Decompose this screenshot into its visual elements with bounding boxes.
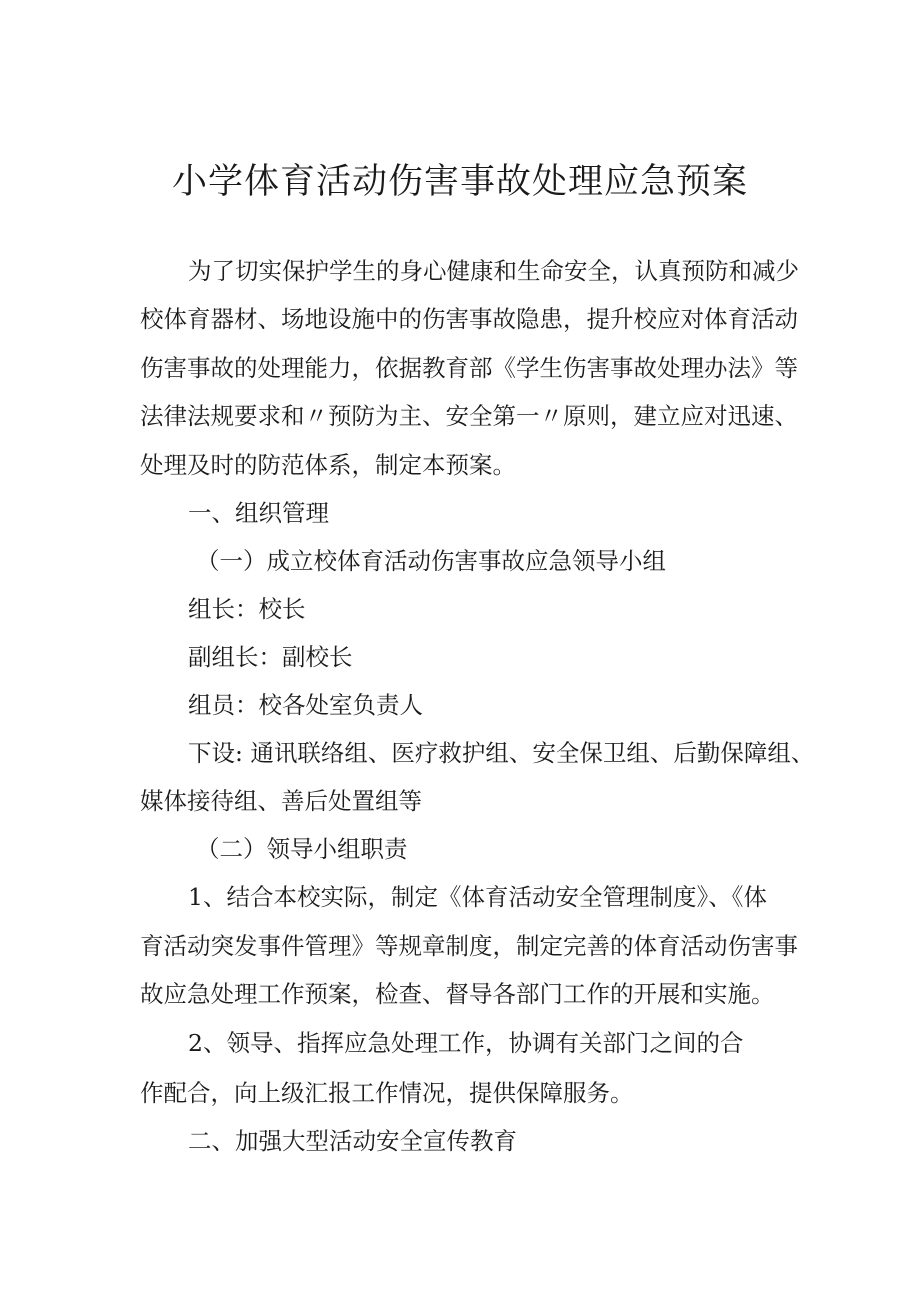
intro-line-1: 为了切实保护学生的身心健康和生命安全，认真预防和减少	[188, 257, 799, 285]
duty1-line-3: 故应急处理工作预案，检查、督导各部门工作的开展和实施。	[140, 980, 775, 1008]
duty2-line-1: 2、领导、指挥应急处理工作，协调有关部门之间的合	[188, 1029, 744, 1057]
document-title: 小学体育活动伤害事故处理应急预案	[171, 162, 748, 202]
duty2-line-2: 作配合，向上级汇报工作情况，提供保障服务。	[140, 1079, 634, 1107]
duty1-line-1: 1、结合本校实际，制定《体育活动安全管理制度》、《体	[188, 883, 767, 911]
intro-line-5: 处理及时的防范体系，制定本预案。	[140, 451, 516, 479]
vice-leader-line: 副组长：副校长	[188, 643, 353, 671]
section-heading-1: 一、组织管理	[188, 499, 329, 527]
leader-line: 组长：校长	[188, 595, 306, 623]
subgroups-line-2: 媒体接待组、善后处置组等	[140, 787, 422, 815]
subsection-heading-1: （一）成立校体育活动伤害事故应急领导小组	[196, 547, 666, 575]
subgroups-line-1: 下设: 通讯联络组、医疗救护组、安全保卫组、后勤保障组、	[188, 739, 815, 767]
duty1-line-2: 育活动突发事件管理》等规章制度，制定完善的体育活动伤害事	[140, 932, 798, 960]
section-heading-2: 二、加强大型活动安全宣传教育	[188, 1127, 517, 1155]
intro-line-3: 伤害事故的处理能力，依据教育部《学生伤害事故处理办法》等	[140, 354, 798, 382]
subsection-heading-2: （二）领导小组职责	[196, 835, 408, 863]
intro-line-4: 法律法规要求和〃预防为主、安全第一〃原则，建立应对迅速、	[140, 402, 798, 430]
members-line: 组员：校各处室负责人	[188, 691, 423, 719]
intro-line-2: 校体育器材、场地设施中的伤害事故隐患，提升校应对体育活动	[140, 305, 798, 333]
